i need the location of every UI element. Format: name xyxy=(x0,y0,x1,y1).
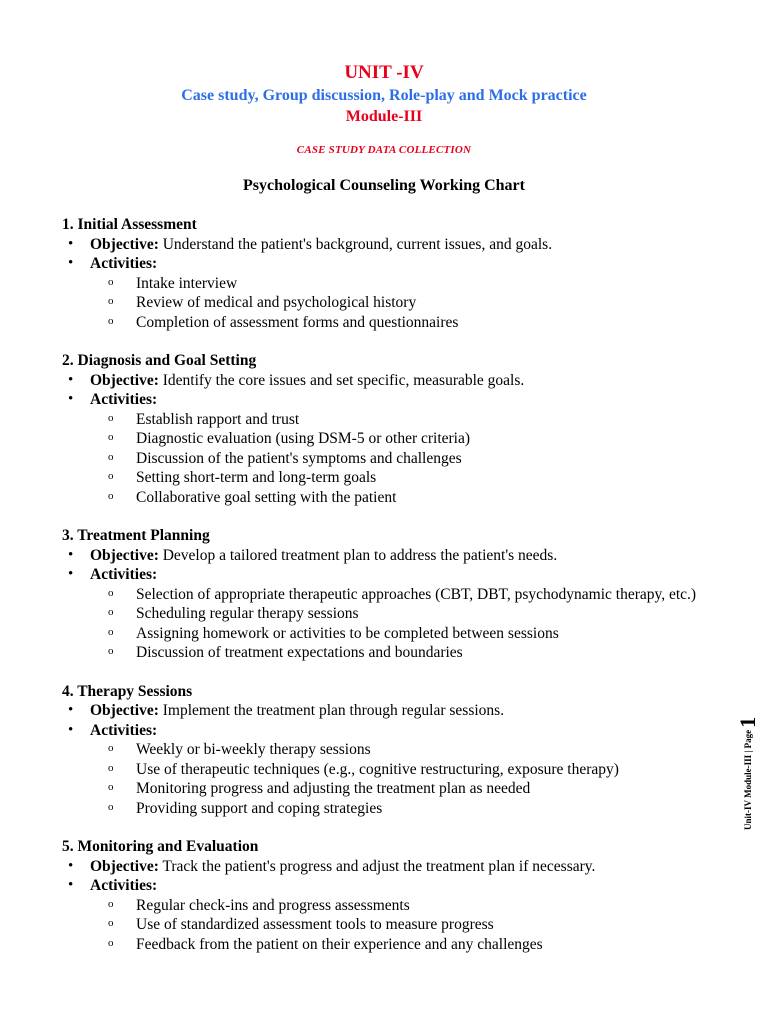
document-body xyxy=(62,215,742,973)
step-bullets xyxy=(62,546,742,585)
activities-label: Activities: xyxy=(90,255,158,272)
objective-text: Identify the core issues and set specific, measurable goals. xyxy=(158,371,525,389)
activities-list xyxy=(62,410,742,508)
activities-item xyxy=(62,876,742,896)
activity-item: o Intake interview xyxy=(108,274,742,294)
step-bullets xyxy=(62,235,742,274)
footer-text: Unit-IV Module-III | Page xyxy=(743,729,753,830)
activity-item: o Weekly or bi-weekly therapy sessions xyxy=(108,740,742,760)
objective-label: Objective: xyxy=(90,371,159,389)
step-section xyxy=(62,351,742,507)
module-heading: Module-III xyxy=(345,108,423,125)
activities-list xyxy=(62,740,742,818)
step-section xyxy=(62,215,742,332)
activities-label: Activities: xyxy=(90,391,158,408)
activities-list xyxy=(62,896,742,955)
activity-item: o Assigning homework or activities to be completed between sessions xyxy=(108,624,742,644)
unit-heading: UNIT -IV xyxy=(344,62,424,83)
activity-item: o Selection of appropriate therapeutic approaches (CBT, DBT, psychodynamic therapy, etc.) xyxy=(108,585,742,605)
activity-item: o Setting short-term and long-term goals xyxy=(108,468,742,488)
activity-item: o Discussion of treatment expectations and boundaries xyxy=(108,643,742,663)
objective-label: Objective: xyxy=(90,857,159,875)
activity-item: o Monitoring progress and adjusting the treatment plan as needed xyxy=(108,779,742,799)
activity-item: o Discussion of the patient's symptoms and challenges xyxy=(108,449,742,469)
activities-list xyxy=(62,585,742,663)
section-label: CASE STUDY DATA COLLECTION xyxy=(296,144,472,156)
step-section xyxy=(62,682,742,819)
objective-text: Track the patient's progress and adjust the treatment plan if necessary. xyxy=(158,857,596,875)
objective-item xyxy=(62,857,742,877)
objective-text: Develop a tailored treatment plan to address the patient's needs. xyxy=(158,546,558,564)
subtitle-heading: Case study, Group discussion, Role-play and Mock practice xyxy=(181,87,587,104)
activities-label: Activities: xyxy=(90,721,158,739)
activity-item: o Use of therapeutic techniques (e.g., cognitive restructuring, exposure therapy) xyxy=(108,760,742,780)
activities-item xyxy=(62,390,742,410)
activity-item: o Collaborative goal setting with the patient xyxy=(108,488,742,508)
objective-text: Implement the treatment plan through regular sessions. xyxy=(158,702,505,719)
activity-item: o Regular check-ins and progress assessments xyxy=(108,896,742,916)
step-bullets xyxy=(62,701,742,740)
activity-item: o Establish rapport and trust xyxy=(108,410,742,430)
objective-item xyxy=(62,701,742,721)
activities-label: Activities: xyxy=(90,566,158,583)
step-section xyxy=(62,526,742,663)
objective-item xyxy=(62,546,742,566)
objective-text: Understand the patient's background, current issues, and goals. xyxy=(158,235,553,253)
activities-label: Activities: xyxy=(90,877,158,894)
objective-label: Objective: xyxy=(90,702,159,719)
page-footer xyxy=(735,717,761,830)
activity-item: o Review of medical and psychological history xyxy=(108,293,742,313)
step-heading: 4. Therapy Sessions xyxy=(62,682,193,700)
objective-item xyxy=(62,371,742,391)
step-bullets xyxy=(62,371,742,410)
activity-item: o Providing support and coping strategies xyxy=(108,799,742,819)
activity-item: o Use of standardized assessment tools to measure progress xyxy=(108,915,742,935)
document-title: Psychological Counseling Working Chart xyxy=(243,177,525,194)
activities-item xyxy=(62,565,742,585)
page-number: 1 xyxy=(735,716,760,728)
step-section xyxy=(62,837,742,954)
step-bullets xyxy=(62,857,742,896)
objective-label: Objective: xyxy=(90,235,159,253)
objective-item xyxy=(62,235,742,255)
activity-item: o Diagnostic evaluation (using DSM-5 or other criteria) xyxy=(108,429,742,449)
activity-item: o Feedback from the patient on their experience and any challenges xyxy=(108,935,742,955)
objective-label: Objective: xyxy=(90,546,159,564)
step-heading: 1. Initial Assessment xyxy=(62,216,197,233)
activities-item xyxy=(62,721,742,741)
step-heading: 5. Monitoring and Evaluation xyxy=(62,838,259,855)
step-heading: 2. Diagnosis and Goal Setting xyxy=(62,352,257,369)
step-heading: 3. Treatment Planning xyxy=(62,527,210,544)
activities-item xyxy=(62,254,742,274)
activity-item: o Scheduling regular therapy sessions xyxy=(108,604,742,624)
activity-item: o Completion of assessment forms and questionnaires xyxy=(108,313,742,333)
activities-list xyxy=(62,274,742,333)
